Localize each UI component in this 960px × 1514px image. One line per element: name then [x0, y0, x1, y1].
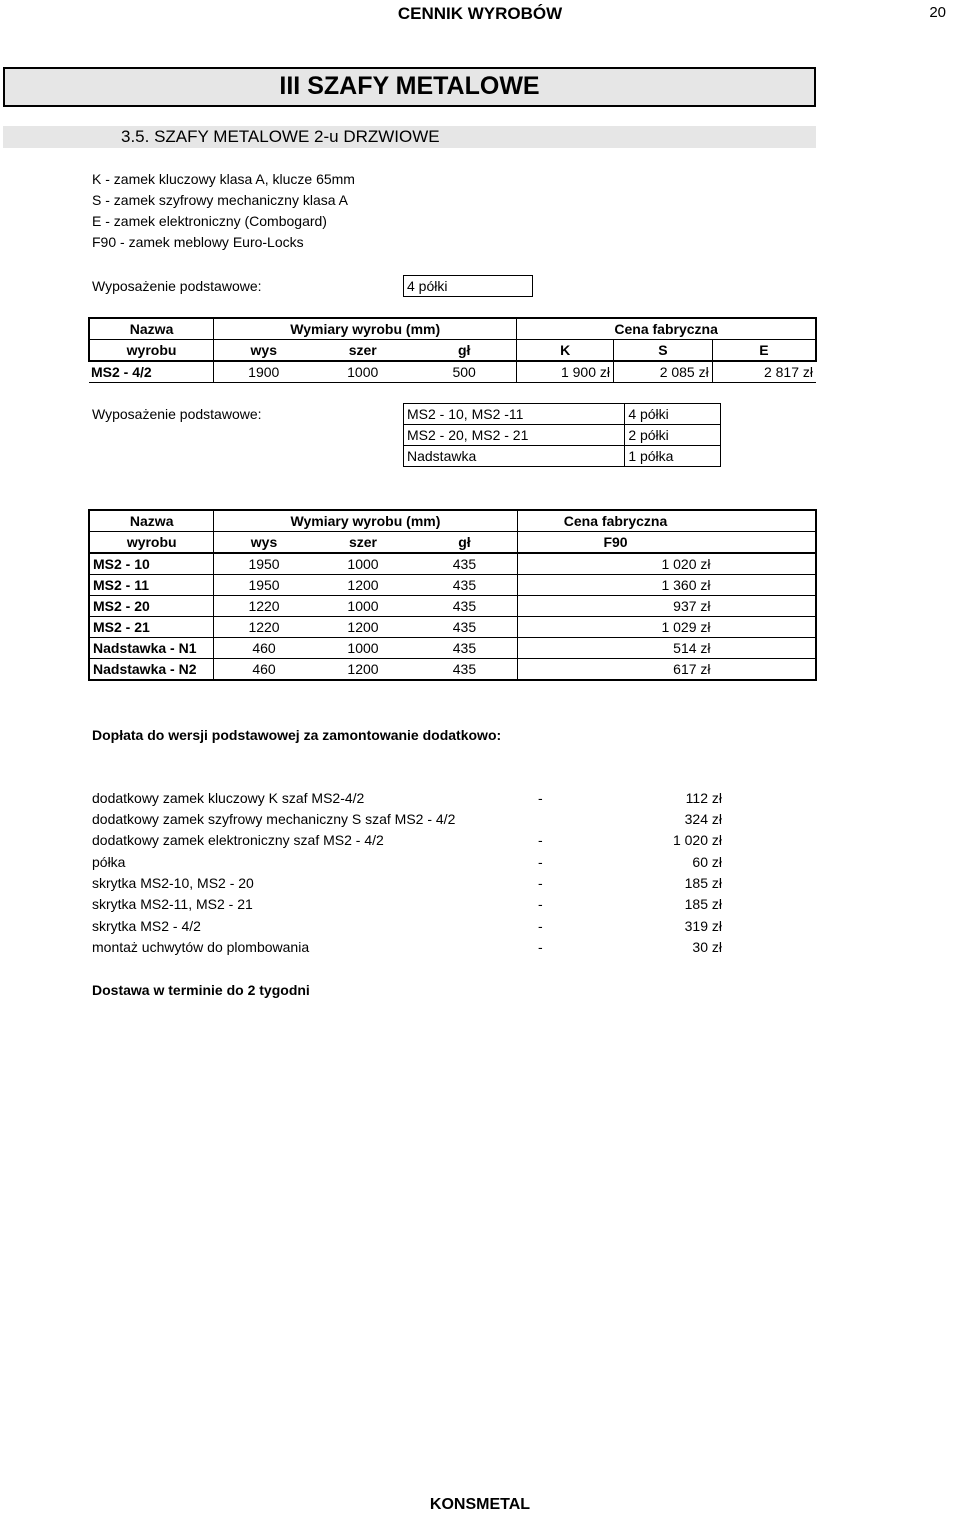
- cell-gl: 500: [412, 361, 517, 383]
- table-row: [89, 617, 816, 638]
- extras-item-label: skrytka MS2 - 4/2: [92, 918, 201, 934]
- table-row: [89, 596, 816, 617]
- cell-szer: 1200: [314, 617, 413, 638]
- cell-gl: 435: [412, 553, 517, 575]
- extras-item-dash: -: [538, 875, 543, 891]
- extras-item-price: 185 zł: [684, 875, 722, 891]
- page-header-title: CENNIK WYROBÓW: [397, 4, 563, 23]
- cell-name: MS2 - 11: [89, 575, 214, 596]
- cell-szer: 1000: [314, 553, 413, 575]
- equipment-row: [404, 404, 721, 425]
- cell-wys: 1220: [214, 617, 314, 638]
- page-footer: KONSMETAL: [429, 1496, 531, 1513]
- subsection-header: [3, 126, 816, 148]
- extras-item-label: dodatkowy zamek elektroniczny szaf MS2 - 4/2: [92, 832, 384, 848]
- extras-item-label: skrytka MS2-11, MS2 - 21: [92, 896, 253, 912]
- cell-szer: 1000: [314, 596, 413, 617]
- cell-gl: 435: [412, 617, 517, 638]
- extras-item-label: dodatkowy zamek kluczowy K szaf MS2-4/2: [92, 790, 365, 806]
- cell-gl: 435: [412, 659, 517, 681]
- equipment-row: [404, 425, 721, 446]
- header-price: Cena fabryczna: [517, 318, 816, 340]
- header-k: K: [517, 340, 614, 362]
- cell-price-f90: 514 zł: [517, 638, 713, 659]
- extras-item-label: skrytka MS2-10, MS2 - 20: [92, 875, 254, 891]
- header-wys: wys: [214, 532, 314, 554]
- header-name-sub: wyrobu: [89, 532, 214, 554]
- extras-item-dash: -: [538, 939, 543, 955]
- extras-title: Dopłata do wersji podstawowej za zamontowanie dodatkowo:: [92, 727, 502, 743]
- equipment-model: MS2 - 20, MS2 - 21: [404, 425, 625, 446]
- cell-wys: 1950: [214, 575, 314, 596]
- cell-wys: 460: [214, 638, 314, 659]
- extras-item: [92, 790, 722, 811]
- price-table-ms2-4-2: [88, 317, 817, 383]
- header-blank: [714, 510, 816, 532]
- extras-item: [92, 854, 722, 875]
- table-row: [89, 575, 816, 596]
- header-gl: gł: [412, 340, 517, 362]
- cell-price-f90: 617 zł: [517, 659, 713, 681]
- equipment-label: Wyposażenie podstawowe:: [92, 406, 262, 422]
- cell-wys: 1220: [214, 596, 314, 617]
- extras-item-price: 324 zł: [684, 811, 722, 827]
- table-row: [89, 361, 816, 383]
- equipment-value: 4 półki: [403, 275, 533, 297]
- extras-item: [92, 811, 722, 832]
- cell-blank: [714, 638, 816, 659]
- extras-item-dash: -: [538, 790, 543, 806]
- cell-blank: [714, 575, 816, 596]
- header-f90: F90: [517, 532, 713, 554]
- extras-item-label: montaż uchwytów do plombowania: [92, 939, 310, 955]
- cell-name: MS2 - 21: [89, 617, 214, 638]
- cell-price-k: 1 900 zł: [517, 361, 614, 383]
- legend-line: E - zamek elektroniczny (Combogard): [92, 213, 327, 229]
- extras-item-price: 30 zł: [692, 939, 722, 955]
- header-szer: szer: [314, 532, 413, 554]
- extras-item: [92, 918, 722, 939]
- equipment-label: Wyposażenie podstawowe:: [92, 278, 262, 294]
- cell-szer: 1000: [314, 638, 413, 659]
- extras-item-label: dodatkowy zamek szyfrowy mechaniczny S szaf MS2 - 4/2: [92, 811, 456, 827]
- legend-line: K - zamek kluczowy klasa A, klucze 65mm: [92, 171, 355, 187]
- legend-line: F90 - zamek meblowy Euro-Locks: [92, 234, 304, 250]
- extras-item: [92, 832, 722, 853]
- header-e: E: [712, 340, 816, 362]
- legend-line: S - zamek szyfrowy mechaniczny klasa A: [92, 192, 348, 208]
- cell-price-f90: 1 020 zł: [517, 553, 713, 575]
- extras-item-price: 1 020 zł: [672, 832, 722, 848]
- header-gl: gł: [412, 532, 517, 554]
- table-row: [89, 659, 816, 681]
- table-row: [89, 638, 816, 659]
- header-price: Cena fabryczna: [517, 510, 713, 532]
- extras-item-dash: -: [538, 854, 543, 870]
- cell-szer: 1200: [314, 659, 413, 681]
- extras-item: [92, 939, 722, 960]
- extras-item-price: 112 zł: [685, 790, 722, 806]
- header-wys: wys: [214, 340, 314, 362]
- table-row: [89, 553, 816, 575]
- cell-blank: [714, 617, 816, 638]
- extras-item-label: półka: [92, 854, 126, 870]
- equipment-value: 4 półki: [625, 404, 721, 425]
- cell-price-f90: 937 zł: [517, 596, 713, 617]
- extras-item-dash: -: [538, 896, 543, 912]
- extras-item-dash: -: [538, 918, 543, 934]
- cell-blank: [714, 596, 816, 617]
- header-name: Nazwa: [89, 318, 214, 340]
- header-dimensions: Wymiary wyrobu (mm): [214, 318, 517, 340]
- cell-szer: 1000: [313, 361, 412, 383]
- header-name-sub: wyrobu: [89, 340, 214, 362]
- subsection-title: 3.5. SZAFY METALOWE 2-u DRZWIOWE: [121, 127, 440, 146]
- cell-wys: 1900: [214, 361, 314, 383]
- cell-name: MS2 - 20: [89, 596, 214, 617]
- delivery-note: Dostawa w terminie do 2 tygodni: [92, 982, 310, 998]
- equipment-value: 2 półki: [625, 425, 721, 446]
- equipment-table: [403, 403, 721, 467]
- header-s: S: [614, 340, 713, 362]
- cell-price-e: 2 817 zł: [712, 361, 816, 383]
- header-blank: [714, 532, 816, 554]
- header-szer: szer: [313, 340, 412, 362]
- cell-name: MS2 - 10: [89, 553, 214, 575]
- cell-blank: [714, 553, 816, 575]
- price-table-ms2: [88, 509, 817, 681]
- extras-item: [92, 875, 722, 896]
- equipment-row: [404, 446, 721, 467]
- cell-blank: [714, 659, 816, 681]
- section-title: III SZAFY METALOWE: [279, 72, 540, 100]
- cell-price-f90: 1 360 zł: [517, 575, 713, 596]
- header-name: Nazwa: [89, 510, 214, 532]
- extras-item-dash: -: [538, 832, 543, 848]
- page-number: 20: [929, 4, 946, 21]
- cell-name: Nadstawka - N1: [89, 638, 214, 659]
- cell-szer: 1200: [314, 575, 413, 596]
- cell-price-s: 2 085 zł: [614, 361, 713, 383]
- extras-item: [92, 896, 722, 917]
- cell-wys: 460: [214, 659, 314, 681]
- section-header: [3, 67, 816, 107]
- cell-name: Nadstawka - N2: [89, 659, 214, 681]
- cell-price-f90: 1 029 zł: [517, 617, 713, 638]
- extras-item-price: 185 zł: [684, 896, 722, 912]
- cell-gl: 435: [412, 575, 517, 596]
- extras-item-price: 60 zł: [692, 854, 722, 870]
- cell-gl: 435: [412, 638, 517, 659]
- extras-item-price: 319 zł: [684, 918, 722, 934]
- cell-name: MS2 - 4/2: [89, 361, 214, 383]
- equipment-model: Nadstawka: [407, 448, 477, 464]
- cell-wys: 1950: [214, 553, 314, 575]
- equipment-value: 1 półka: [625, 446, 721, 467]
- header-dimensions: Wymiary wyrobu (mm): [214, 510, 517, 532]
- equipment-model: MS2 - 10, MS2 -11: [404, 404, 625, 425]
- cell-gl: 435: [412, 596, 517, 617]
